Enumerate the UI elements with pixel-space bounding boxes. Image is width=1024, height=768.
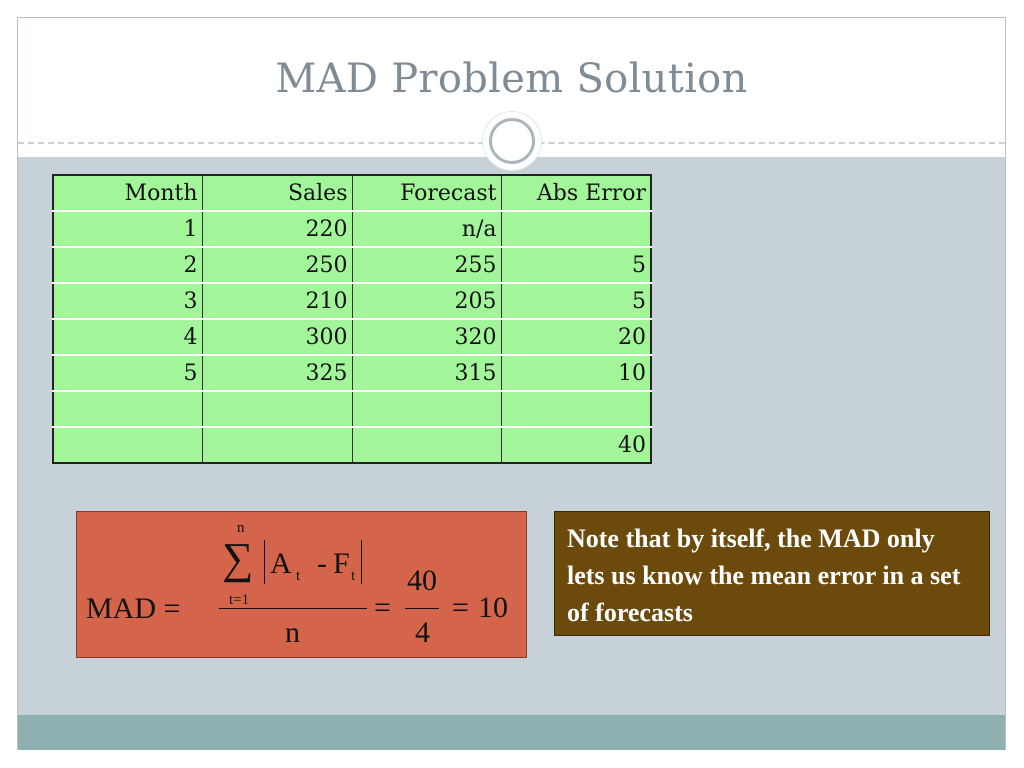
table-cell — [53, 427, 202, 463]
equals-sign-1: = — [374, 591, 391, 624]
table-cell: 20 — [501, 319, 651, 355]
table-cell: 250 — [202, 247, 352, 283]
table-cell: 5 — [501, 247, 651, 283]
table-cell — [501, 211, 651, 247]
table-cell: 3 — [53, 283, 202, 319]
forecast-symbol: F — [333, 547, 350, 580]
header-cell: Abs Error — [501, 175, 651, 211]
equals-sign-2: = — [452, 591, 469, 624]
denominator-n: n — [285, 616, 300, 649]
abs-bar-right — [361, 540, 362, 584]
fraction-numerator: 40 — [407, 564, 437, 597]
table-cell: 1 — [53, 211, 202, 247]
table-cell — [53, 391, 202, 427]
footer-band — [18, 715, 1005, 750]
table-cell: 325 — [202, 355, 352, 391]
note-callout — [554, 511, 990, 636]
forecast-subscript: t — [351, 568, 356, 584]
table-cell: 300 — [202, 319, 352, 355]
abs-bar-left — [264, 540, 265, 584]
table-cell — [352, 391, 501, 427]
header-cell: Month — [53, 175, 202, 211]
summation-sigma: ∑ — [222, 534, 254, 583]
table-row — [53, 283, 651, 319]
table-cell: 315 — [352, 355, 501, 391]
total-abs-error-cell: 40 — [501, 427, 651, 463]
actual-symbol: A — [270, 547, 292, 580]
actual-subscript: t — [296, 568, 301, 584]
header-cell: Sales — [202, 175, 352, 211]
mad-data-table — [52, 174, 652, 464]
table-row — [53, 355, 651, 391]
divider-circle-ring — [489, 118, 535, 164]
table-cell: 220 — [202, 211, 352, 247]
main-fraction-bar — [219, 608, 367, 609]
table-cell: 4 — [53, 319, 202, 355]
table-cell: 5 — [53, 355, 202, 391]
table-cell: 210 — [202, 283, 352, 319]
table-cell — [501, 391, 651, 427]
slide-title: MAD Problem Solution — [275, 56, 748, 102]
table-row — [53, 391, 651, 427]
table-cell: n/a — [352, 211, 501, 247]
fraction-denominator: 4 — [415, 616, 430, 649]
table-cell: 5 — [501, 283, 651, 319]
table-cell — [202, 427, 352, 463]
table-row — [53, 211, 651, 247]
table-row — [53, 319, 651, 355]
table-cell: 2 — [53, 247, 202, 283]
formula-result: 10 — [478, 591, 508, 624]
formula-lhs: MAD = — [86, 592, 181, 625]
mad-formula-box — [76, 511, 527, 658]
sum-lower-limit: t=1 — [229, 592, 250, 608]
header-cell: Forecast — [352, 175, 501, 211]
table-cell: 320 — [352, 319, 501, 355]
table-header-row — [53, 175, 651, 211]
table-cell: 10 — [501, 355, 651, 391]
table-cell — [352, 427, 501, 463]
table-row — [53, 247, 651, 283]
note-text: Note that by itself, the MAD only lets us know the mean error in a set of forecasts — [567, 524, 961, 627]
table-cell: 205 — [352, 283, 501, 319]
minus-sign: - — [317, 547, 327, 580]
table-cell — [202, 391, 352, 427]
table-cell: 255 — [352, 247, 501, 283]
sum-upper-limit: n — [237, 520, 245, 536]
value-fraction-bar — [405, 608, 439, 609]
table-total-row — [53, 427, 651, 463]
